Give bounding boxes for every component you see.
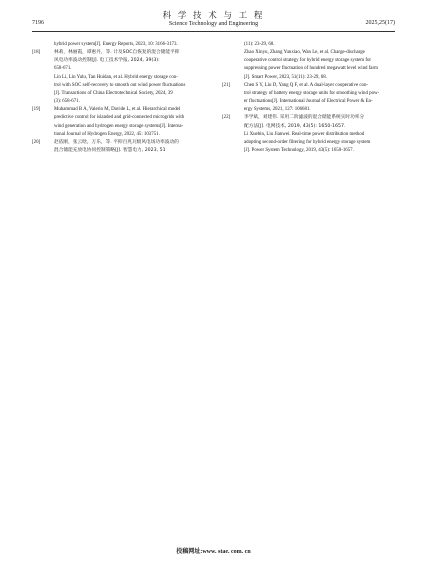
reference-line: cooperative control strategy for hybrid energy storage system for — [244, 58, 372, 64]
reference-line: 混合储能充放电协同控制策略[J]. 智慧电力, 2023, 51 — [54, 148, 166, 154]
submission-url: 投稿网址:www. stae. com. cn — [176, 549, 251, 555]
reference-line: tional Journal of Hydrogen Energy, 2022, 45: 103751. — [54, 131, 160, 137]
reference-line: hybrid power system[J]. Energy Reports, 2023, 10: 3166-3173. — [54, 42, 178, 47]
reference-line: adopting second-order filtering for hybrid energy storage system — [244, 139, 371, 145]
reference-line: 658-671. — [54, 66, 72, 72]
reference-number: [22] — [222, 115, 231, 121]
reference-line: er fluctuations[J]. International Journal of Electrical Power & En- — [244, 99, 373, 105]
reference-line: trol strategy of battery energy storage units for smoothing wind pow- — [244, 90, 380, 96]
reference-line: [J]. Smart Power, 2023, 51(11): 23-29, 68. — [244, 74, 327, 80]
reference-line: 配方法[J]. 电网技术, 2019, 43(5): 1650-1657. — [244, 123, 346, 129]
reference-line: trol with SOC self-recovery to smooth out wind power fluctuations — [54, 82, 186, 88]
reference-line: wind generation and hydrogen energy storage systems[J]. Interna- — [54, 123, 184, 129]
reference-entry — [32, 49, 204, 106]
references-left-column — [32, 41, 204, 155]
reference-line: 林莉，林丽霞，谭惠丹，等. 计及SOC自恢复的混合储能平抑 — [54, 50, 180, 56]
reference-entry — [32, 41, 204, 49]
reference-number: [20] — [32, 139, 41, 145]
page-header — [0, 0, 427, 34]
reference-line: predictive control for islanded and grid-connected microgrids with — [54, 115, 185, 121]
reference-number: [19] — [32, 107, 41, 113]
reference-line: Chen S Y, Liu D, Yang Q F, et al. A dual-layer cooperative con- — [244, 82, 369, 88]
reference-number: [21] — [222, 82, 231, 88]
journal-title-cn: 科 学 技 术 与 工 程 — [162, 11, 265, 21]
reference-entry — [32, 106, 204, 139]
reference-line: suppressing power fluctuation of hundred megawatt level wind farm — [244, 66, 378, 72]
header-rule — [32, 31, 395, 32]
reference-entry — [32, 139, 204, 155]
reference-entry — [222, 41, 394, 82]
reference-entry — [222, 114, 394, 155]
reference-line: Muhammad B A, Valerio M, Davide L, et al. Hierarchical model — [54, 107, 181, 113]
reference-line: ergy Systems, 2021, 127: 106681. — [244, 107, 311, 113]
issue-info: 2025,25(17) — [365, 20, 395, 26]
reference-line: Lin Li, Lin Yulu, Tan Huidan, et al. Hybrid energy storage con- — [54, 74, 178, 80]
reference-line: [J]. Transactions of China Electrotechnical Society, 2024, 39 — [54, 90, 173, 96]
journal-title-en: Science Technology and Engineering — [168, 21, 259, 27]
reference-line: (11): 23-29, 68. — [244, 42, 275, 47]
references-right-column — [222, 41, 394, 155]
reference-line: 赵依刚，张云晗，万乐，等. 平抑百兆瓦级风电场功率波动的 — [54, 139, 179, 145]
reference-line: 风电功率波动控制[J]. 电工技术学报, 2024, 39(3): — [54, 58, 160, 64]
reference-line: Zhao Xinyu, Zhang Yunxiao, Wan Le, et al. Charge-discharge — [244, 50, 365, 56]
reference-entry — [222, 82, 394, 115]
reference-line: Li Xuebin, Liu Jianwei. Real-time power distribution method — [244, 131, 365, 137]
page-number: 7196 — [32, 20, 44, 26]
reference-line: [J]. Power System Technology, 2019, 43(5): 1650-1657. — [244, 148, 354, 154]
reference-number: [18] — [32, 50, 41, 56]
reference-line: (3): 658-671. — [54, 99, 80, 105]
reference-line: 李学斌，刘建伟. 采用二阶滤波的混合储能系统实时功率分 — [244, 115, 365, 121]
